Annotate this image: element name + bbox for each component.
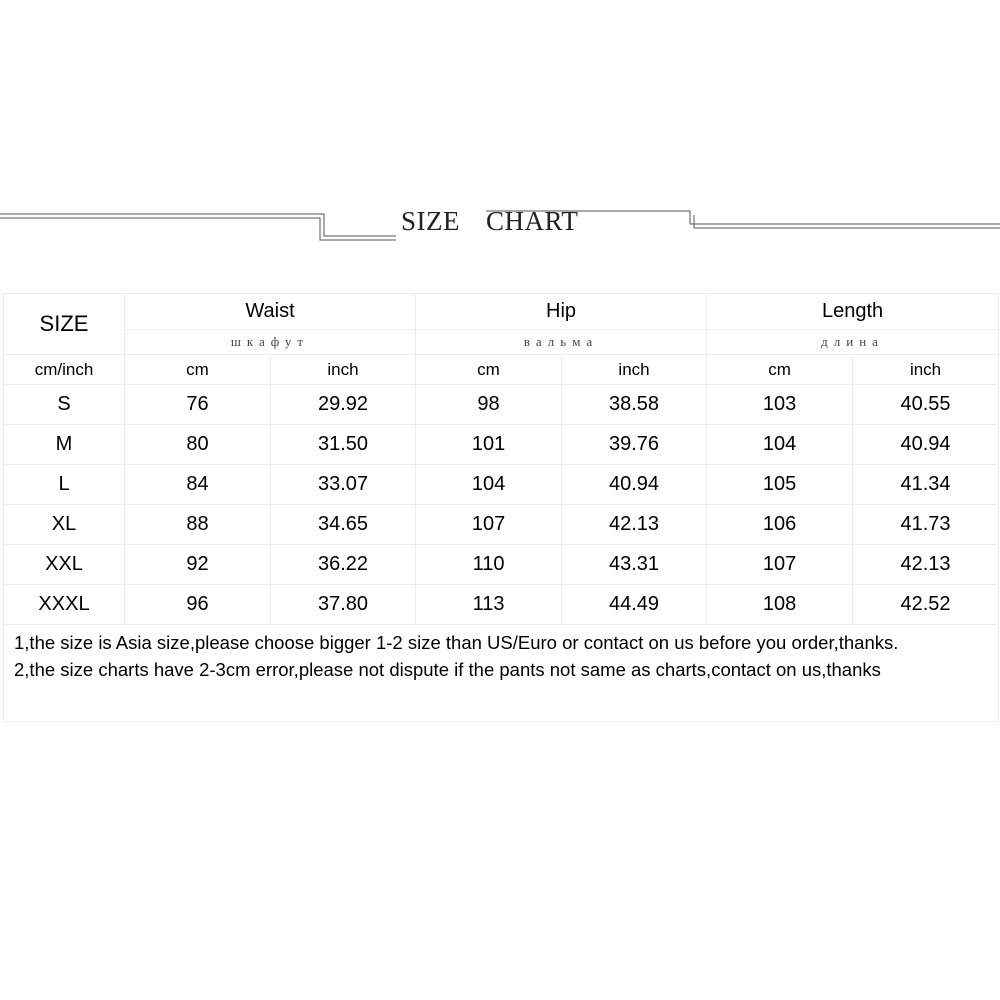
value-cell: 36.22 — [271, 545, 416, 585]
value-cell: 40.94 — [853, 425, 999, 465]
waist-translation: шкафут — [125, 330, 416, 355]
value-cell: 113 — [416, 585, 562, 625]
group-header-row — [4, 294, 999, 330]
value-cell: 96 — [125, 585, 271, 625]
unit-cell: cm — [707, 355, 853, 385]
size-cell: M — [4, 425, 125, 465]
unit-cell: cm — [125, 355, 271, 385]
value-cell: 40.94 — [562, 465, 707, 505]
value-cell: 37.80 — [271, 585, 416, 625]
unit-header: cm/inch — [4, 355, 125, 385]
value-cell: 29.92 — [271, 385, 416, 425]
value-cell: 92 — [125, 545, 271, 585]
value-cell: 84 — [125, 465, 271, 505]
value-cell: 98 — [416, 385, 562, 425]
table-row — [4, 425, 999, 465]
value-cell: 104 — [416, 465, 562, 505]
note-line-2: 2,the size charts have 2-3cm error,please not dispute if the pants not same as charts,contact on us,thanks — [14, 659, 881, 680]
note-line-1: 1,the size is Asia size,please choose bigger 1-2 size than US/Euro or contact on us before you order,thanks. — [14, 632, 899, 653]
unit-cell: inch — [562, 355, 707, 385]
size-cell: L — [4, 465, 125, 505]
notes-cell — [4, 625, 999, 722]
value-cell: 104 — [707, 425, 853, 465]
value-cell: 88 — [125, 505, 271, 545]
unit-cell: inch — [853, 355, 999, 385]
value-cell: 80 — [125, 425, 271, 465]
size-cell: XXXL — [4, 585, 125, 625]
value-cell: 44.49 — [562, 585, 707, 625]
table-row — [4, 385, 999, 425]
table-row — [4, 545, 999, 585]
value-cell: 38.58 — [562, 385, 707, 425]
translation-row — [4, 330, 999, 355]
value-cell: 107 — [707, 545, 853, 585]
value-cell: 101 — [416, 425, 562, 465]
value-cell: 39.76 — [562, 425, 707, 465]
value-cell: 108 — [707, 585, 853, 625]
value-cell: 42.52 — [853, 585, 999, 625]
value-cell: 103 — [707, 385, 853, 425]
value-cell: 107 — [416, 505, 562, 545]
unit-row — [4, 355, 999, 385]
value-cell: 33.07 — [271, 465, 416, 505]
size-cell: XL — [4, 505, 125, 545]
value-cell: 106 — [707, 505, 853, 545]
waist-header: Waist — [125, 294, 416, 330]
size-chart-table — [3, 293, 999, 722]
value-cell: 41.73 — [853, 505, 999, 545]
value-cell: 34.65 — [271, 505, 416, 545]
value-cell: 41.34 — [853, 465, 999, 505]
notes-row — [4, 625, 999, 722]
value-cell: 43.31 — [562, 545, 707, 585]
value-cell: 76 — [125, 385, 271, 425]
hip-header: Hip — [416, 294, 707, 330]
hip-translation: вальма — [416, 330, 707, 355]
value-cell: 105 — [707, 465, 853, 505]
size-header: SIZE — [4, 294, 125, 355]
table-row — [4, 505, 999, 545]
title-chart: CHART — [486, 206, 579, 236]
size-cell: XXL — [4, 545, 125, 585]
value-cell: 31.50 — [271, 425, 416, 465]
length-header: Length — [707, 294, 999, 330]
value-cell: 42.13 — [853, 545, 999, 585]
table-row — [4, 585, 999, 625]
value-cell: 110 — [416, 545, 562, 585]
value-cell: 40.55 — [853, 385, 999, 425]
length-translation: длина — [707, 330, 999, 355]
size-cell: S — [4, 385, 125, 425]
value-cell: 42.13 — [562, 505, 707, 545]
table-row — [4, 465, 999, 505]
title-size: SIZE — [401, 206, 460, 236]
unit-cell: inch — [271, 355, 416, 385]
unit-cell: cm — [416, 355, 562, 385]
